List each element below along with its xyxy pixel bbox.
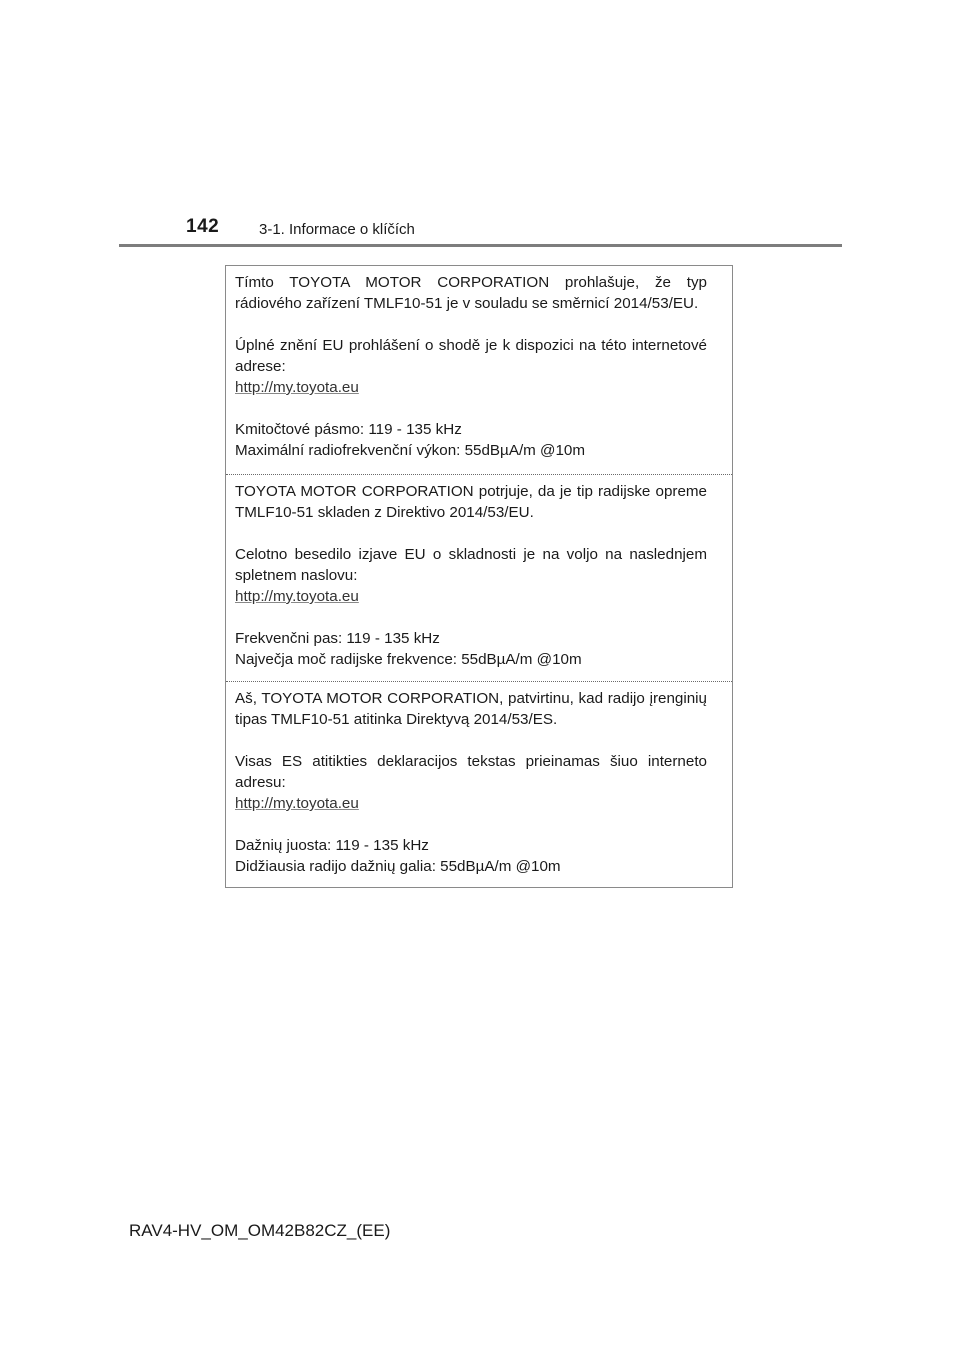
toyota-link[interactable]: http://my.toyota.eu [235, 795, 359, 812]
full-text-notice: Celotno besedilo izjave EU o skladnosti je na voljo na naslednjem spletnem naslovu: [235, 546, 707, 584]
declaration-section-slovenian [226, 474, 732, 681]
max-power: Didžiausia radijo dažnių galia: 55dBµA/m @10m [235, 858, 561, 875]
conformity-declaration-box [225, 265, 733, 888]
declaration-text: Aš, TOYOTA MOTOR CORPORATION, patvirtinu, kad radijo įrenginių tipas TMLF10-51 atitinka Direktyvą 2014/53/ES. [235, 690, 707, 728]
frequency-band: Frekvenčni pas: 119 - 135 kHz [235, 630, 440, 647]
page-number: 142 [186, 216, 220, 237]
declaration-text: TOYOTA MOTOR CORPORATION potrjuje, da je tip radijske opreme TMLF10-51 skladen z Direktivo 2014/53/EU. [235, 483, 707, 521]
section-title: 3-1. Informace o klíčích [259, 221, 415, 238]
toyota-link[interactable]: http://my.toyota.eu [235, 588, 359, 605]
header-divider [119, 244, 842, 247]
toyota-link[interactable]: http://my.toyota.eu [235, 379, 359, 396]
frequency-band: Kmitočtové pásmo: 119 - 135 kHz [235, 421, 462, 438]
declaration-text: Tímto TOYOTA MOTOR CORPORATION prohlašuje, že typ rádiového zařízení TMLF10-51 je v souladu se směrnicí 2014/53/EU. [235, 274, 707, 312]
frequency-band: Dažnių juosta: 119 - 135 kHz [235, 837, 429, 854]
full-text-notice: Visas ES atitikties deklaracijos tekstas prieinamas šiuo interneto adresu: [235, 753, 707, 791]
declaration-section-czech [226, 266, 732, 474]
max-power: Maximální radiofrekvenční výkon: 55dBµA/m @10m [235, 442, 585, 459]
full-text-notice: Úplné znění EU prohlášení o shodě je k dispozici na této internetové adrese: [235, 337, 707, 375]
max-power: Največja moč radijske frekvence: 55dBµA/m @10m [235, 651, 582, 668]
declaration-section-lithuanian [226, 681, 732, 887]
document-code: RAV4-HV_OM_OM42B82CZ_(EE) [129, 1221, 391, 1240]
